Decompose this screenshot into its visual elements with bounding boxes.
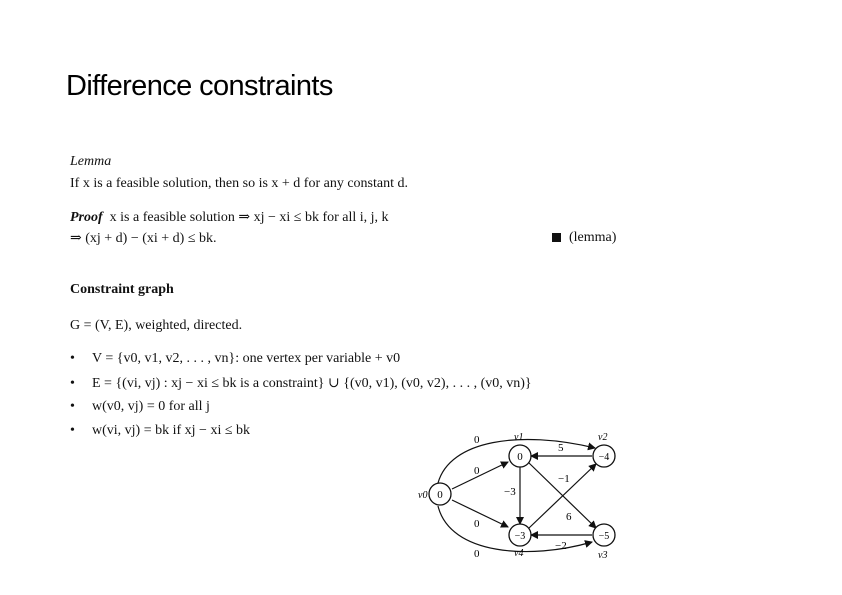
proof-line-1 xyxy=(70,209,389,226)
bullet-icon: • xyxy=(70,423,75,438)
edge-weight-label: 6 xyxy=(566,511,572,523)
edge-weight-label: 0 xyxy=(474,518,480,530)
edge-v0-v4 xyxy=(452,500,508,527)
bullet-text: w(vi, vj) = bk if xj − xi ≤ bk xyxy=(92,423,251,438)
graph-definition: G = (V, E), weighted, directed. xyxy=(70,318,243,333)
bullet-text: w(v0, vj) = 0 for all j xyxy=(92,399,210,414)
proof-label: Proof xyxy=(70,210,103,225)
node-label: v2 xyxy=(598,432,608,443)
graph-node-v0 xyxy=(418,483,451,505)
node-value: −5 xyxy=(598,531,610,542)
node-value: 0 xyxy=(437,489,443,501)
graph-node-v3 xyxy=(593,524,615,561)
graph-node-v4 xyxy=(509,524,531,559)
node-label: v1 xyxy=(514,432,524,443)
proof-line-2: ⇒ (xj + d) − (xi + d) ≤ bk. xyxy=(70,231,217,246)
bullet-icon: • xyxy=(70,376,75,391)
lemma-heading: Lemma xyxy=(70,154,112,169)
edge-weight-label: −2 xyxy=(555,540,567,552)
qed-text: (lemma) xyxy=(569,230,617,245)
edge-weight-label: 0 xyxy=(474,465,480,477)
page-title: Difference constraints xyxy=(66,70,333,102)
edge-weight-label: −1 xyxy=(558,473,570,485)
bullet-text: V = {v0, v1, v2, . . . , vn}: one vertex per variable + v0 xyxy=(92,351,401,366)
node-value: −4 xyxy=(598,452,610,463)
bullet-text: E = {(vi, vj) : xj − xi ≤ bk is a constraint} ∪ {(v0, v1), (v0, v2), . . . , (v0, vn)} xyxy=(92,376,532,391)
qed-marker xyxy=(552,230,616,246)
node-label: v4 xyxy=(514,548,524,559)
node-value: 0 xyxy=(517,451,523,463)
edge-weight-label: 0 xyxy=(474,548,480,560)
node-label: v0 xyxy=(418,490,428,501)
constraint-graph-heading: Constraint graph xyxy=(70,282,174,297)
edge-weight-label: −3 xyxy=(504,486,516,498)
node-value: −3 xyxy=(514,531,526,542)
proof-text-1: x is a feasible solution ⇒ xj − xi ≤ bk for all i, j, k xyxy=(109,210,389,225)
list-item xyxy=(70,375,532,392)
list-item xyxy=(70,351,400,367)
qed-box-icon xyxy=(552,233,561,242)
graph-node-v2 xyxy=(593,432,615,467)
list-item xyxy=(70,399,210,415)
lemma-statement: If x is a feasible solution, then so is x + d for any constant d. xyxy=(70,176,409,191)
bullet-icon: • xyxy=(70,399,75,414)
bullet-icon: • xyxy=(70,351,75,366)
graph-node-v1 xyxy=(509,432,531,467)
edge-v0-v1 xyxy=(452,462,508,489)
edge-weight-label: 5 xyxy=(558,442,564,454)
node-label: v3 xyxy=(598,550,608,561)
list-item xyxy=(70,423,250,439)
constraint-graph-diagram xyxy=(405,425,645,570)
edge-weight-label: 0 xyxy=(474,434,480,446)
